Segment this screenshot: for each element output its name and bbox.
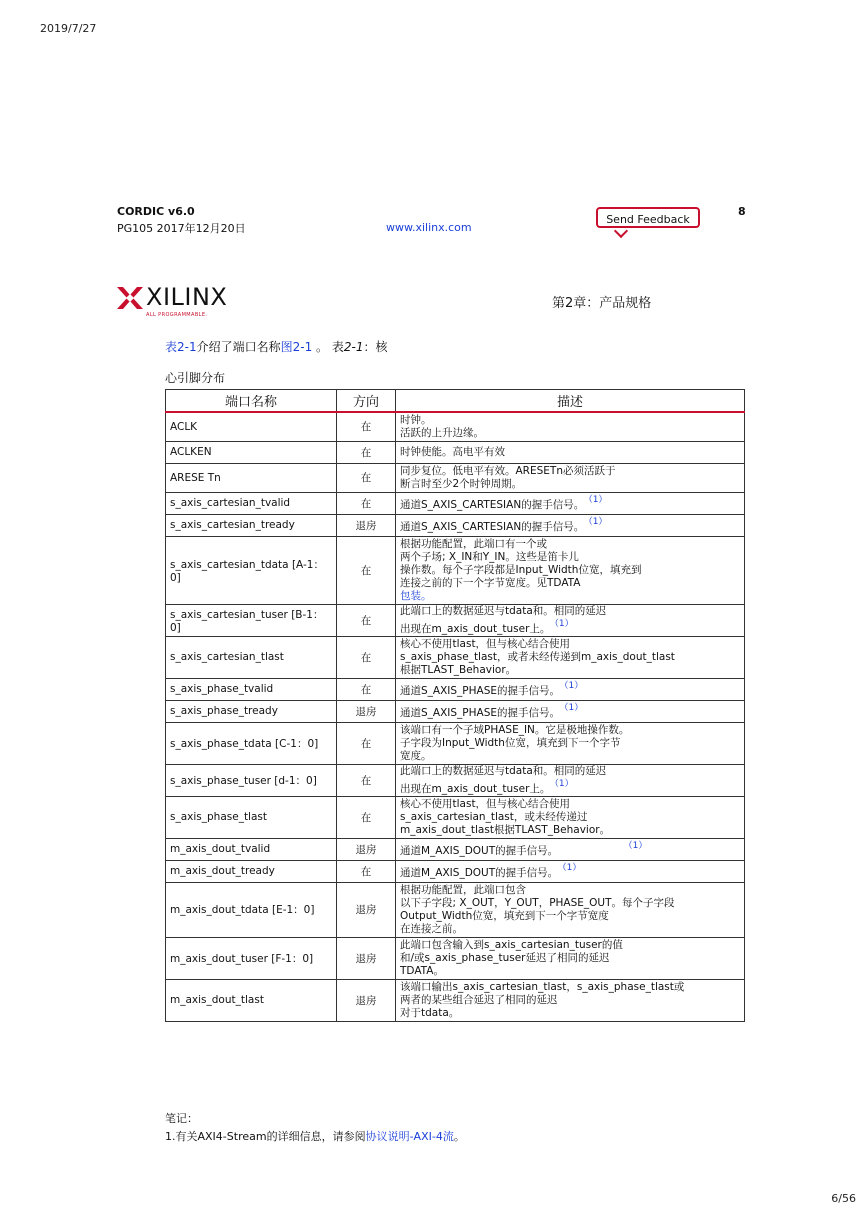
footnote-ref-link[interactable]: （1） — [564, 681, 584, 691]
description-text: 断言时至少2个时钟周期。 — [400, 477, 523, 490]
header-direction: 方向 — [337, 390, 396, 413]
description-line — [400, 618, 740, 636]
port-name-cell: m_axis_dout_tvalid — [166, 838, 337, 860]
table-row — [166, 412, 745, 441]
description-cell — [396, 722, 745, 764]
direction-cell: 退房 — [337, 937, 396, 979]
description-line — [400, 811, 740, 824]
description-line — [400, 427, 740, 440]
intro-line — [165, 338, 388, 355]
description-text: 通道M_AXIS_DOUT的握手信号。 — [400, 867, 559, 879]
intro-italic: 2-1 — [343, 340, 364, 354]
description-text: 根据TLAST_Behavior。 — [400, 663, 517, 676]
page-number: 8 — [738, 205, 746, 218]
table-row — [166, 441, 745, 463]
description-text: 通道S_AXIS_CARTESIAN的握手信号。 — [400, 499, 585, 511]
table-row — [166, 882, 745, 937]
description-line — [400, 680, 740, 698]
footnote-ref-link[interactable]: （1） — [554, 618, 574, 629]
port-name-cell: s_axis_cartesian_tvalid — [166, 492, 337, 514]
print-date: 2019/7/27 — [40, 22, 97, 35]
description-text: 活跃的上升边缘。 — [400, 426, 484, 439]
description-line — [400, 551, 740, 564]
description-cell — [396, 838, 745, 860]
description-cell — [396, 860, 745, 882]
direction-cell: 在 — [337, 441, 396, 463]
direction-cell: 退房 — [337, 838, 396, 860]
description-line — [400, 897, 740, 910]
direction-cell: 在 — [337, 463, 396, 492]
description-cell — [396, 604, 745, 636]
description-line — [400, 965, 740, 978]
direction-cell: 在 — [337, 860, 396, 882]
xilinx-logo-icon — [117, 287, 143, 309]
description-text: TDATA。 — [400, 964, 444, 977]
description-text: 该端口有一个子域PHASE_IN。它是极地操作数。 — [400, 723, 630, 736]
direction-cell: 在 — [337, 412, 396, 441]
page-counter: 6/56 — [831, 1192, 856, 1205]
direction-cell: 在 — [337, 678, 396, 700]
port-name-cell: m_axis_dout_tlast — [166, 979, 337, 1021]
port-name-cell: m_axis_dout_tready — [166, 860, 337, 882]
description-text: 通道S_AXIS_PHASE的握手信号。 — [400, 685, 561, 697]
port-name-cell: s_axis_cartesian_tuser [B-1：0] — [166, 604, 337, 636]
description-cell — [396, 441, 745, 463]
description-line — [400, 538, 740, 551]
description-text: 根据功能配置，此端口包含 — [400, 883, 526, 896]
port-name-cell: ARESE Tn — [166, 463, 337, 492]
description-cell — [396, 678, 745, 700]
direction-cell: 退房 — [337, 700, 396, 722]
description-text: m_axis_dout_tlast根据TLAST_Behavior。 — [400, 823, 611, 836]
description-line — [400, 516, 740, 534]
description-text: 出现在m_axis_dout_tuser上。 — [400, 782, 551, 795]
port-name-cell: ACLKEN — [166, 441, 337, 463]
description-line — [400, 564, 740, 577]
description-text: 包装。 — [400, 589, 432, 602]
direction-cell: 在 — [337, 764, 396, 796]
figure-ref-link[interactable]: 图2-1 — [280, 340, 313, 354]
description-text: 通道S_AXIS_CARTESIAN的握手信号。 — [400, 521, 585, 533]
description-text: 操作数。每个子字段都是Input_Width位宽，填充到 — [400, 563, 642, 576]
table-row — [166, 678, 745, 700]
description-text: 通道S_AXIS_PHASE的握手信号。 — [400, 707, 561, 719]
description-line — [400, 798, 740, 811]
table-row — [166, 937, 745, 979]
direction-cell: 在 — [337, 796, 396, 838]
port-name-cell: s_axis_cartesian_tlast — [166, 636, 337, 678]
footnote-ref-link[interactable]: （1） — [564, 703, 584, 713]
description-line — [400, 605, 740, 618]
table-row — [166, 979, 745, 1021]
table-row — [166, 492, 745, 514]
description-line — [400, 465, 740, 478]
site-link[interactable]: www.xilinx.com — [386, 221, 472, 234]
port-name-cell: s_axis_phase_tuser [d-1：0] — [166, 764, 337, 796]
description-text: 两个子场; X_IN和Y_IN。这些是笛卡儿 — [400, 550, 579, 563]
footnote-ref-link[interactable]: （1） — [588, 495, 608, 505]
table-row — [166, 604, 745, 636]
table-row — [166, 838, 745, 860]
logo-wordmark: XILINX — [146, 283, 228, 311]
send-feedback-button[interactable]: Send Feedback — [596, 207, 700, 228]
description-line — [400, 702, 740, 720]
description-cell — [396, 463, 745, 492]
description-text: 以下子字段; X_OUT，Y_OUT，PHASE_OUT。每个子字段 — [400, 896, 675, 909]
note-1-text: 1.有关AXI4-Stream的详细信息，请参阅 — [165, 1130, 366, 1143]
port-name-cell: ACLK — [166, 412, 337, 441]
footnote-ref-link[interactable]: （1） — [554, 778, 574, 789]
axi4-stream-link[interactable]: 协议说明-AXI-4流 — [365, 1130, 454, 1143]
direction-cell: 在 — [337, 636, 396, 678]
description-text: 该端口输出s_axis_cartesian_tlast，s_axis_phase_tlast或 — [400, 980, 685, 993]
description-text: 时钟。 — [400, 413, 432, 426]
description-cell — [396, 636, 745, 678]
description-cell — [396, 412, 745, 441]
description-line — [400, 724, 740, 737]
description-cell — [396, 882, 745, 937]
description-text: Output_Width位宽，填充到下一个字节宽度 — [400, 909, 609, 922]
intro-text-1: 介绍了端口名称 — [196, 340, 281, 354]
port-name-cell: s_axis_phase_tready — [166, 700, 337, 722]
description-line — [400, 994, 740, 1007]
description-line — [400, 446, 740, 459]
logo-tagline: ALL PROGRAMMABLE. — [146, 312, 208, 318]
description-text: 连接之前的下一个字节宽度。见TDATA — [400, 576, 581, 589]
description-line — [400, 737, 740, 750]
intro-text-3: ：核 — [363, 340, 388, 354]
notes-label: 笔记： — [165, 1112, 198, 1125]
description-text: 子字段为Input_Width位宽，填充到下一个字节 — [400, 736, 621, 749]
description-cell — [396, 700, 745, 722]
description-line — [400, 765, 740, 778]
description-cell — [396, 514, 745, 536]
direction-cell: 退房 — [337, 514, 396, 536]
description-line — [400, 939, 740, 952]
description-line — [400, 590, 740, 603]
description-text: 此端口包含输入到s_axis_cartesian_tuser的值 — [400, 938, 623, 951]
doc-subtitle: PG105 2017年12月20日 — [117, 222, 246, 235]
intro-text-2: 。 表 — [312, 340, 344, 354]
description-line — [400, 952, 740, 965]
chapter-heading: 第2章：产品规格 — [552, 296, 652, 311]
direction-cell: 在 — [337, 536, 396, 604]
description-text: 两者的某些组合延迟了相同的延迟 — [400, 993, 558, 1006]
description-cell — [396, 536, 745, 604]
description-cell — [396, 764, 745, 796]
description-cell — [396, 979, 745, 1021]
description-line — [400, 884, 740, 897]
direction-cell: 在 — [337, 604, 396, 636]
description-line — [400, 1007, 740, 1020]
table-row — [166, 514, 745, 536]
description-text: 时钟使能。高电平有效 — [400, 445, 505, 458]
table-header-row — [166, 390, 745, 413]
doc-title: CORDIC v6.0 — [117, 205, 195, 218]
port-name-cell: s_axis_phase_tdata [C-1：0] — [166, 722, 337, 764]
intro-line-2: 心引脚分布 — [165, 371, 226, 385]
description-text: 此端口上的数据延迟与tdata和。相同的延迟 — [400, 604, 607, 617]
description-line — [400, 638, 740, 651]
description-text: 同步复位。低电平有效。ARESETn必须活跃于 — [400, 464, 616, 477]
description-line — [400, 651, 740, 664]
description-line — [400, 910, 740, 923]
description-cell — [396, 492, 745, 514]
description-cell — [396, 796, 745, 838]
description-line — [400, 824, 740, 837]
description-text: 通道M_AXIS_DOUT的握手信号。 — [400, 845, 559, 857]
description-cell — [396, 937, 745, 979]
direction-cell: 退房 — [337, 882, 396, 937]
note-1-suffix: 。 — [453, 1130, 465, 1143]
table-row — [166, 764, 745, 796]
port-name-cell: s_axis_phase_tvalid — [166, 678, 337, 700]
port-table — [165, 389, 745, 1022]
port-name-cell: s_axis_cartesian_tdata [A-1：0] — [166, 536, 337, 604]
description-text: 核心不使用tlast，但与核心结合使用 — [400, 637, 571, 650]
port-name-cell: m_axis_dout_tdata [E-1：0] — [166, 882, 337, 937]
header-description: 描述 — [396, 390, 745, 413]
footnote-ref-link[interactable]: （1） — [628, 841, 648, 851]
note-1 — [165, 1128, 465, 1144]
description-text: s_axis_phase_tlast，或者未经传递到m_axis_dout_tlast — [400, 650, 675, 663]
table-row — [166, 636, 745, 678]
description-text: 在连接之前。 — [400, 922, 463, 935]
header-port-name: 端口名称 — [166, 390, 337, 413]
direction-cell: 退房 — [337, 979, 396, 1021]
description-text: s_axis_cartesian_tlast，或未经传递过 — [400, 810, 588, 823]
description-line — [400, 862, 740, 880]
table-row — [166, 700, 745, 722]
table-row — [166, 796, 745, 838]
description-line — [400, 923, 740, 936]
port-name-cell: s_axis_phase_tlast — [166, 796, 337, 838]
table-row — [166, 536, 745, 604]
description-text: 宽度。 — [400, 749, 432, 762]
description-line — [400, 840, 740, 858]
description-text: 出现在m_axis_dout_tuser上。 — [400, 622, 551, 635]
footnote-ref-link[interactable]: （1） — [562, 863, 582, 873]
table-row — [166, 463, 745, 492]
description-text: 和/或s_axis_phase_tuser延迟了相同的延迟 — [400, 951, 610, 964]
description-text: 根据功能配置，此端口有一个或 — [400, 537, 547, 550]
description-text: 对于tdata。 — [400, 1006, 460, 1019]
direction-cell: 在 — [337, 722, 396, 764]
table-ref-link[interactable]: 表2-1 — [165, 340, 197, 354]
port-name-cell: m_axis_dout_tuser [F-1：0] — [166, 937, 337, 979]
footnote-ref-link[interactable]: （1） — [588, 517, 608, 527]
direction-cell: 在 — [337, 492, 396, 514]
table-row — [166, 722, 745, 764]
port-name-cell: s_axis_cartesian_tready — [166, 514, 337, 536]
description-text: 此端口上的数据延迟与tdata和。相同的延迟 — [400, 764, 607, 777]
description-line — [400, 778, 740, 796]
description-line — [400, 664, 740, 677]
description-line — [400, 414, 740, 427]
description-line — [400, 981, 740, 994]
description-text: 核心不使用tlast，但与核心结合使用 — [400, 797, 571, 810]
description-line — [400, 750, 740, 763]
table-row — [166, 860, 745, 882]
description-line — [400, 577, 740, 590]
description-line — [400, 478, 740, 491]
description-line — [400, 494, 740, 512]
